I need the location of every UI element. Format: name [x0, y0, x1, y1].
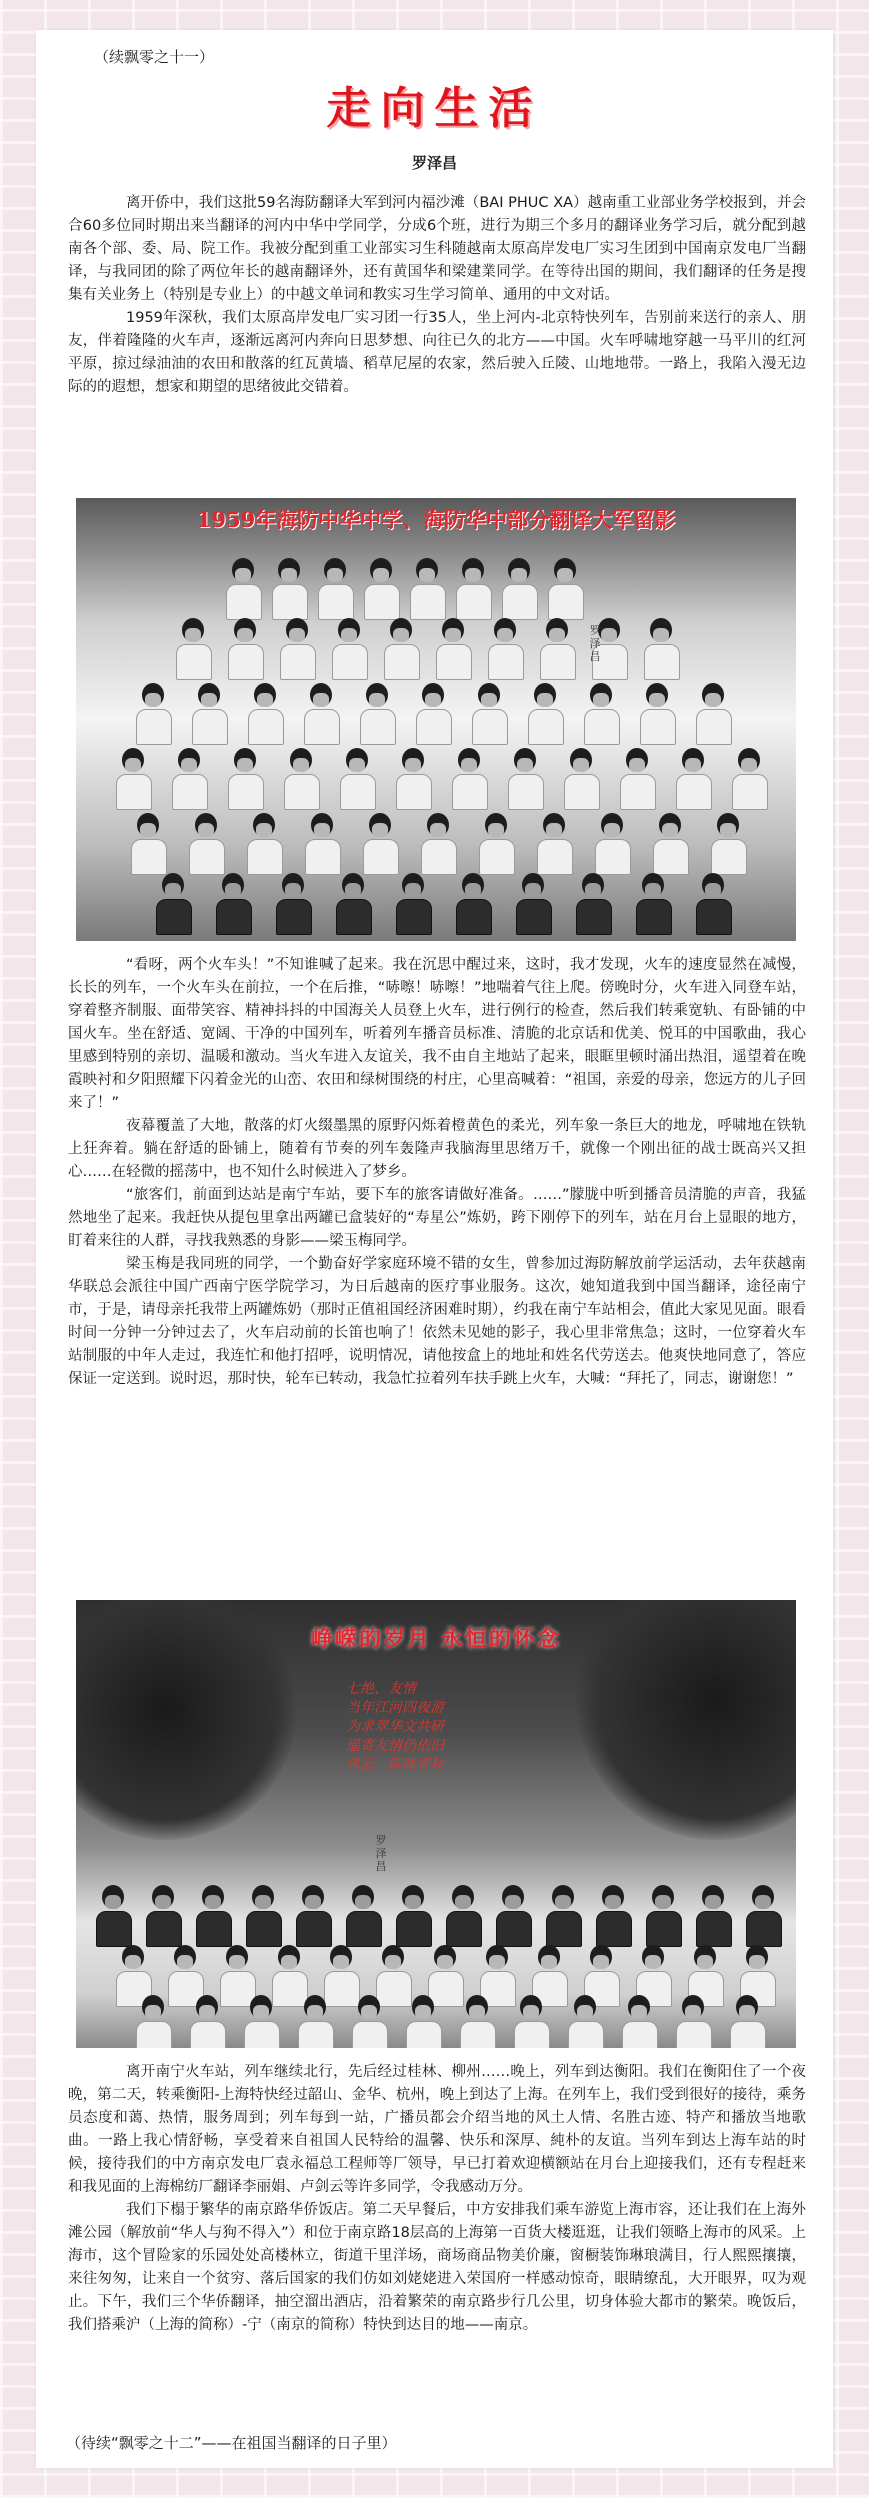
photo-person [730, 1995, 764, 2048]
photo-person [406, 1995, 440, 2048]
photo-person [696, 1885, 730, 1947]
photo-person [676, 748, 710, 810]
photo-caption-title: 1959年海防中华中学、海防华中部分翻译大军留影 [196, 507, 676, 532]
group-photo-memorial [76, 1600, 796, 2048]
photo-person [446, 1885, 480, 1947]
photo-person [216, 873, 250, 935]
photo-person [436, 618, 470, 680]
photo-person [298, 1995, 332, 2048]
series-label-bottom: （待续“飘零之十二”——在祖国当翻译的日子里） [66, 2434, 397, 2452]
photo-person [696, 873, 730, 935]
photo-person [363, 813, 397, 875]
photo-person [622, 1995, 656, 2048]
photo-person [456, 873, 490, 935]
photo-person [248, 683, 282, 745]
photo-person [472, 683, 506, 745]
photo-person [305, 813, 339, 875]
photo-person [246, 1885, 280, 1947]
photo-caption-title: 峥嵘的岁月 永恒的怀念 [311, 1627, 561, 1652]
photo-person [676, 1995, 710, 2048]
photo-person [284, 748, 318, 810]
photo-person [568, 1995, 602, 2048]
photo-person [364, 558, 398, 620]
poem-line: 遥寄友情仍依旧 [346, 1738, 444, 1754]
photo-person [172, 748, 206, 810]
text-block-2 [68, 954, 806, 1391]
photo-person [272, 558, 306, 620]
photo-person [540, 618, 574, 680]
photo-person [247, 813, 281, 875]
photo-person [352, 1995, 386, 2048]
photo-person [644, 618, 678, 680]
photo-person [746, 1885, 780, 1947]
photo-person [296, 1885, 330, 1947]
paragraph: 夜幕覆盖了大地，散落的灯火缀墨黑的原野闪烁着橙黄色的柔光，列车象一条巨大的地龙，呼啸地在铁轨上狂奔着。躺在舒适的卧铺上，随着有节奏的列车轰隆声我脑海里思绪万千，就像一个刚出征的战士既高兴又担心……在轻微的摇荡中，也不知什么时候进入了梦乡。 [68, 1118, 806, 1180]
photo-person [584, 683, 618, 745]
photo-person [156, 873, 190, 935]
photo-person [620, 748, 654, 810]
paragraph: 离开侨中，我们这批59名海防翻译大军到河内福沙滩（BAI PHUC XA）越南重工业部业务学校报到，并会合60多位同时期出来当翻译的河内中华中学同学，分成6个班，进行为期三个多月的翻译业务学习后，就分配到越南各个部、委、局、院工作。我被分配到重工业部实习生科随越南太原高岸发电厂实习生团到中国南京发电厂当翻译，与我同团的除了两位年长的越南翻译外，还有黄国华和梁建業同学。在等待出国的期间，我们翻译的任务是搜集有关业务上（特别是专业上）的中越文单词和教实习生学习简单、通用的中文对话。 [68, 195, 806, 303]
photo-person [421, 813, 455, 875]
photo-person [546, 1885, 580, 1947]
photo-person [646, 1885, 680, 1947]
paragraph: “旅客们，前面到达站是南宁车站，要下车的旅客请做好准备。……”朦胧中听到播音员清脆的声音，我猛然地坐了起来。我赶快从提包里拿出两罐已盒装好的“寿星公”炼奶，跨下刚停下的列车，站在月台上显眼的地方，盯着来往的人群，寻找我熟悉的身影——梁玉梅同学。 [68, 1187, 806, 1249]
photo-person [396, 748, 430, 810]
author-name: 罗泽昌 [411, 154, 457, 172]
photo-stamp-signature: 罗泽昌 [375, 1834, 387, 1873]
photo-person [346, 1885, 380, 1947]
photo-person [146, 1885, 180, 1947]
photo-person [528, 683, 562, 745]
photo-person [732, 748, 766, 810]
photo-person [332, 618, 366, 680]
article-page [36, 30, 833, 2468]
series-label-top: （续飘零之十一） [94, 48, 215, 66]
photo-person [226, 558, 260, 620]
photo-person [548, 558, 582, 620]
photo-person [636, 873, 670, 935]
photo-person [192, 683, 226, 745]
photo-person [396, 1885, 430, 1947]
photo-person [537, 813, 571, 875]
photo-person [516, 873, 550, 935]
text-block-3 [68, 2061, 806, 2337]
photo-person [304, 683, 338, 745]
photo-person [196, 1885, 230, 1947]
photo-person [131, 813, 165, 875]
photo-person [396, 873, 430, 935]
photo-person [460, 1995, 494, 2048]
photo-person [514, 1995, 548, 2048]
photo-person [595, 813, 629, 875]
photo-person [136, 683, 170, 745]
group-photo-1959 [76, 498, 796, 941]
photo-stamp-signature: 罗泽昌 [589, 624, 601, 663]
photo-person [416, 683, 450, 745]
photo-person [564, 748, 598, 810]
photo-person [276, 873, 310, 935]
photo-person [244, 1995, 278, 2048]
photo-person [696, 683, 730, 745]
photo-person [190, 1995, 224, 2048]
paragraph: 我们下榻于繁华的南京路华侨饭店。第二天早餐后，中方安排我们乘车游览上海市容，还让我们在上海外滩公园（解放前“华人与狗不得入”）和位于南京路18层高的上海第一百货大楼逛逛，让我们领略上海市的风采。上海市，这个冒险家的乐园处处高楼林立，街道干里洋场，商场商品物美价廉，窗橱装饰琳琅满目，行人熙熙攘攘，来往匆匆，让来自一个贫穷、落后国家的我们仿如刘姥姥进入荣国府一样感动惊奇，眼睛缭乱，大开眼界，叹为观止。下午，我们三个华侨翻译，抽空溜出酒店，沿着繁荣的南京路步行几公里，切身体验大都市的繁荣。晚饭后，我们搭乘沪（上海的简称）-宁（南京的简称）特快到达目的地——南京。 [68, 2202, 806, 2333]
photo-person [228, 748, 262, 810]
photo-person [189, 813, 223, 875]
photo-person [96, 1885, 130, 1947]
photo-person [384, 618, 418, 680]
poem-line: 七绝、友情 [346, 1681, 416, 1697]
photo-person [653, 813, 687, 875]
photo-person [640, 683, 674, 745]
photo-person [576, 873, 610, 935]
photo-person [176, 618, 210, 680]
paragraph: 离开南宁火车站，列车继续北行，先后经过桂林、柳州……晚上，列车到达衡阳。我们在衡阳住了一个夜晚，第二天，转乘衡阳-上海特快经过韶山、金华、杭州，晚上到达了上海。在列车上，我们受到很好的接待，乘务员态度和蔼、热情，服务周到；列车每到一站，广播员都会介绍当地的风土人情、名胜古迹、特产和播放当地歌曲。一路上我心情舒畅，享受着来自祖国人民特给的温馨、快乐和深厚、純朴的友谊。当列车到达上海车站的时候，接待我们的中方南京发电厂袁永福总工程师等厂领导，早已打着欢迎横额站在月台上迎接我们，还有专程赶来和我见面的上海棉纺厂翻译李丽娟、卢剑云等许多同学，令我感动万分。 [68, 2064, 806, 2195]
photo-person [360, 683, 394, 745]
photo-person [479, 813, 513, 875]
photo-person [456, 558, 490, 620]
photo-person [596, 1885, 630, 1947]
paragraph: “看呀，两个火车头！”不知谁喊了起来。我在沉思中醒过来，这时，我才发现，火车的速度显然在减慢，长长的列车，一个火车头在前拉，一个在后推，“哧嚓！哧嚓！”地喘着气往上爬。傍晚时分，火车进入同登车站，穿着整齐制服、面带笑容、精神抖抖的中国海关人员登上火车，进行例行的检查，然后我们转乘宽轨、有卧铺的中国火车。坐在舒适、宽阔、干净的中国列车，听着列车播音员标准、清脆的北京话和优美、悦耳的中国歌曲，我心里感到特别的亲切、温暖和激动。当火车进入友谊关，我不由自主地站了起来，眼眶里顿时涌出热泪，遥望着在晚霞映衬和夕阳照耀下闪着金光的山峦、农田和绿树围绕的村庄，心里高喊着：“祖国，亲爱的母亲，您远方的儿子回来了！” [68, 957, 806, 1111]
text-block-1 [68, 192, 806, 399]
article-title: 走向生活 [326, 83, 543, 134]
paragraph: 1959年深秋，我们太原高岸发电厂实习团一行35人，坐上河内-北京特快列车，告别前来送行的亲人、朋友，伴着隆隆的火车声，逐渐远离河内奔向日思梦想、向往已久的北方——中国。火车呼啸地穿越一马平川的红河平原，掠过绿油油的农田和散落的红瓦黄墙、稻草尼屋的农家，然后驶入丘陵、山地地带。一路上，我陷入漫无边际的的遐想，想家和期望的思绪彼此交错着。 [68, 310, 806, 395]
photo-person [228, 618, 262, 680]
photo-person [410, 558, 444, 620]
poem-line: 当年江河四夜游 [346, 1700, 444, 1716]
photo-person [711, 813, 745, 875]
photo-person [280, 618, 314, 680]
photo-person [496, 1885, 530, 1947]
photo-person [508, 748, 542, 810]
photo-person [116, 748, 150, 810]
photo-person [318, 558, 352, 620]
poem-line: 风云一阵昧青秋 [346, 1757, 444, 1773]
photo-person [136, 1995, 170, 2048]
photo-person [336, 873, 370, 935]
photo-person [488, 618, 522, 680]
photo-person [502, 558, 536, 620]
photo-person [340, 748, 374, 810]
poem-line: 为求翠华文共研 [346, 1719, 444, 1735]
photo-person [452, 748, 486, 810]
paragraph: 梁玉梅是我同班的同学，一个勤奋好学家庭环境不错的女生，曾参加过海防解放前学运活动，去年获越南华联总会派往中国广西南宁医学院学习，为日后越南的医疗事业服务。这次，她知道我到中国当翻译，途径南宁市，于是，请母亲托我带上两罐炼奶（那时正值祖国经济困难时期），约我在南宁车站相会，值此大家见见面。眼看时间一分钟一分钟过去了，火车启动前的长笛也响了！依然未见她的影子，我心里非常焦急；这时，一位穿着火车站制服的中年人走过，我连忙和他打招呼，说明情况，请他按盒上的地址和姓名代劳送去。他爽快地同意了，答应保证一定送到。说时迟，那时快，轮车已转动，我急忙拉着列车扶手跳上火车，大喊：“拜托了，同志，谢谢您！” [68, 1256, 806, 1387]
photo-poem [346, 1680, 546, 1775]
